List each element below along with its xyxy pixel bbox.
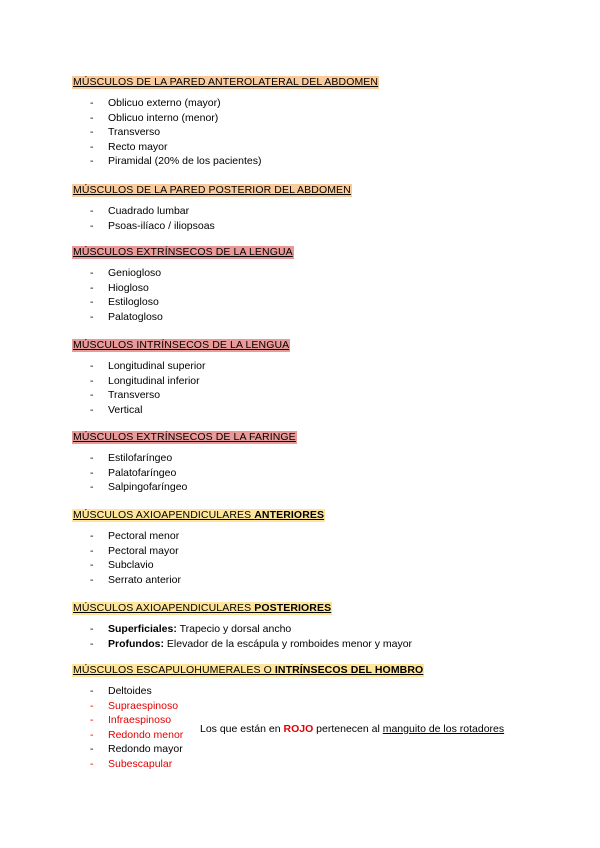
list-item: - Oblicuo interno (menor) xyxy=(90,111,219,124)
section-heading: MÚSCULOS INTRÍNSECOS DE LA LENGUA xyxy=(73,339,290,351)
list-item: - Estilogloso xyxy=(90,296,159,309)
muscle-list xyxy=(72,622,542,651)
list-item: - Subclavio xyxy=(90,559,154,572)
list-item: - Serrato anterior xyxy=(90,573,181,586)
section-heading: MÚSCULOS EXTRÍNSECOS DE LA LENGUA xyxy=(73,246,293,258)
section-heading: MÚSCULOS EXTRÍNSECOS DE LA FARINGE xyxy=(73,431,296,443)
list-item: - Estilofaríngeo xyxy=(90,452,173,464)
list-item: - Transverso xyxy=(90,126,161,139)
section-anterolateral-abdomen xyxy=(72,72,542,169)
rotator-cuff-note: Los que están en ROJO pertenecen al manguito de los rotadores xyxy=(200,723,505,735)
list-item: - Geniogloso xyxy=(90,267,162,279)
list-item: - Oblicuo externo (mayor) xyxy=(90,97,221,109)
list-item: - Recto mayor xyxy=(90,140,168,153)
section-axioappendicular-posterior xyxy=(72,598,542,651)
list-item: - Superficiales: Trapecio y dorsal ancho xyxy=(90,623,292,635)
list-item: - Redondo mayor xyxy=(90,743,183,756)
list-item: - Vertical xyxy=(90,403,143,416)
section-heading: MÚSCULOS ESCAPULOHUMERALES O INTRÍNSECOS DEL HOMBRO xyxy=(73,664,424,676)
list-item: - Piramidal (20% de los pacientes) xyxy=(90,155,262,168)
muscle-list xyxy=(72,529,542,587)
section-extrinsic-pharynx xyxy=(72,427,542,495)
list-item: - Pectoral menor xyxy=(90,530,180,542)
list-item: - Palatogloso xyxy=(90,310,163,323)
section-heading: MÚSCULOS DE LA PARED POSTERIOR DEL ABDOMEN xyxy=(73,184,351,196)
list-item: - Psoas-ilíaco / iliopsoas xyxy=(90,219,215,232)
section-intrinsic-tongue xyxy=(72,335,542,417)
list-item: - Cuadrado lumbar xyxy=(90,205,190,217)
list-item: - Salpingofaríngeo xyxy=(90,481,188,494)
list-item: - Pectoral mayor xyxy=(90,544,179,557)
muscle-list xyxy=(72,96,542,169)
section-extrinsic-tongue xyxy=(72,242,542,324)
section-heading: MÚSCULOS DE LA PARED ANTEROLATERAL DEL ABDOMEN xyxy=(73,76,379,88)
muscle-list xyxy=(72,204,542,233)
list-item-rotator-cuff: - Subescapular xyxy=(90,757,173,770)
list-item-rotator-cuff: - Redondo menor xyxy=(90,728,184,741)
section-posterior-abdomen xyxy=(72,180,542,233)
muscle-list xyxy=(72,266,542,324)
section-scapulohumeral xyxy=(72,660,542,772)
muscle-list xyxy=(72,359,542,417)
section-heading: MÚSCULOS AXIOAPENDICULARES POSTERIORES xyxy=(73,602,332,614)
list-item: - Longitudinal inferior xyxy=(90,374,200,387)
list-item-rotator-cuff: - Infraespinoso xyxy=(90,714,172,727)
list-item: - Transverso xyxy=(90,389,161,402)
section-heading: MÚSCULOS AXIOAPENDICULARES ANTERIORES xyxy=(73,509,325,521)
list-item: - Palatofaríngeo xyxy=(90,466,177,479)
list-item: - Profundos: Elevador de la escápula y romboides menor y mayor xyxy=(90,637,413,650)
list-item-rotator-cuff: - Supraespinoso xyxy=(90,699,179,712)
list-item: - Deltoides xyxy=(90,685,152,697)
section-axioappendicular-anterior xyxy=(72,505,542,587)
list-item: - Longitudinal superior xyxy=(90,360,206,372)
list-item: - Hiogloso xyxy=(90,281,149,294)
muscle-list xyxy=(72,451,542,495)
